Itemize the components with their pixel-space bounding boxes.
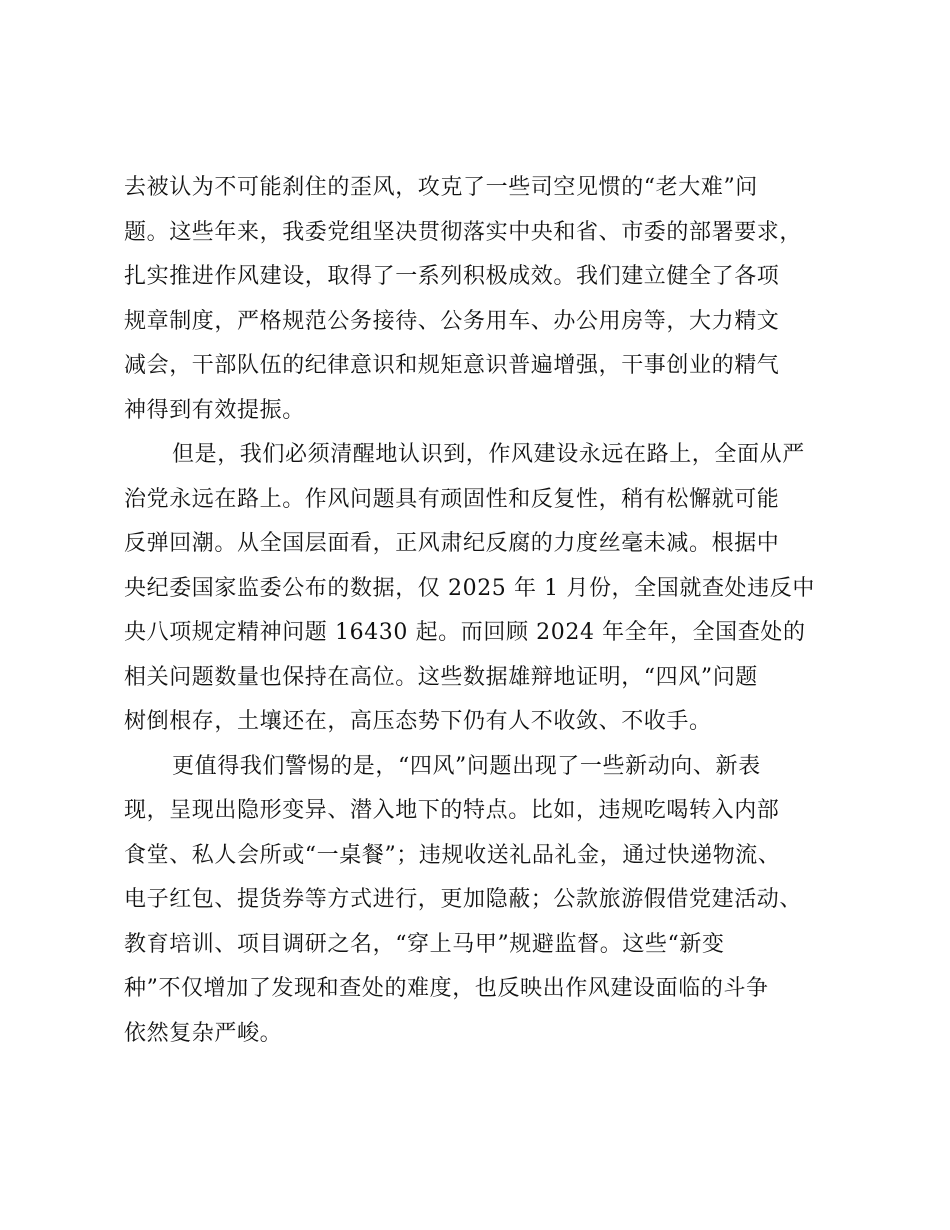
text-line: 去被认为不可能刹住的歪风，攻克了一些司空见惯的“老大难”问 (124, 175, 758, 200)
text-line: 更值得我们警惕的是，“四风”问题出现了一些新动向、新表 (172, 753, 761, 779)
document-body (124, 166, 844, 1056)
text-line: 反弹回潮。从全国层面看，正风肃纪反腐的力度丝毫未减。根据中 (124, 531, 780, 556)
text-line: 央八项规定精神问题 16430 起。而回顾 2024 年全年，全国查处的 (124, 620, 806, 645)
text-line: 治党永远在路上。作风问题具有顽固性和反复性，稍有松懈就可能 (124, 486, 780, 512)
text-line: 央纪委国家监委公布的数据，仅 2025 年 1 月份，全国就查处违反中 (124, 575, 815, 601)
paragraph-3 (124, 745, 844, 1057)
text-line: 现，呈现出隐形变异、潜入地下的特点。比如，违规吃喝转入内部 (124, 798, 780, 823)
text-line: 但是，我们必须清醒地认识到，作风建设永远在路上，全面从严 (172, 442, 805, 467)
text-line: 食堂、私人会所或“一桌餐”；违规收送礼品礼金，通过快递物流、 (124, 842, 781, 868)
paragraph-1 (124, 166, 844, 433)
text-line: 电子红包、提货券等方式进行，更加隐蔽；公款旅游假借党建活动、 (124, 887, 803, 912)
text-line: 题。这些年来，我委党组坚决贯彻落实中央和省、市委的部署要求， (124, 219, 803, 245)
text-line: 依然复杂严峻。 (124, 1020, 283, 1046)
text-line: 扎实推进作风建设，取得了一系列积极成效。我们建立健全了各项 (124, 264, 780, 289)
text-line: 相关问题数量也保持在高位。这些数据雄辩地证明，“四风”问题 (124, 664, 758, 690)
text-line: 种”不仅增加了发现和查处的难度，也反映出作风建设面临的斗争 (124, 976, 769, 1001)
paragraph-2 (124, 433, 844, 745)
text-line: 树倒根存，土壤还在，高压态势下仍有人不收敛、不收手。 (124, 709, 712, 734)
text-line: 规章制度，严格规范公务接待、公务用车、办公用房等，大力精文 (124, 308, 780, 334)
text-line: 神得到有效提振。 (124, 397, 305, 423)
text-line: 减会，干部队伍的纪律意识和规矩意识普遍增强，干事创业的精气 (124, 353, 780, 378)
text-line: 教育培训、项目调研之名，“穿上马甲”规避监督。这些“新变 (124, 931, 725, 957)
